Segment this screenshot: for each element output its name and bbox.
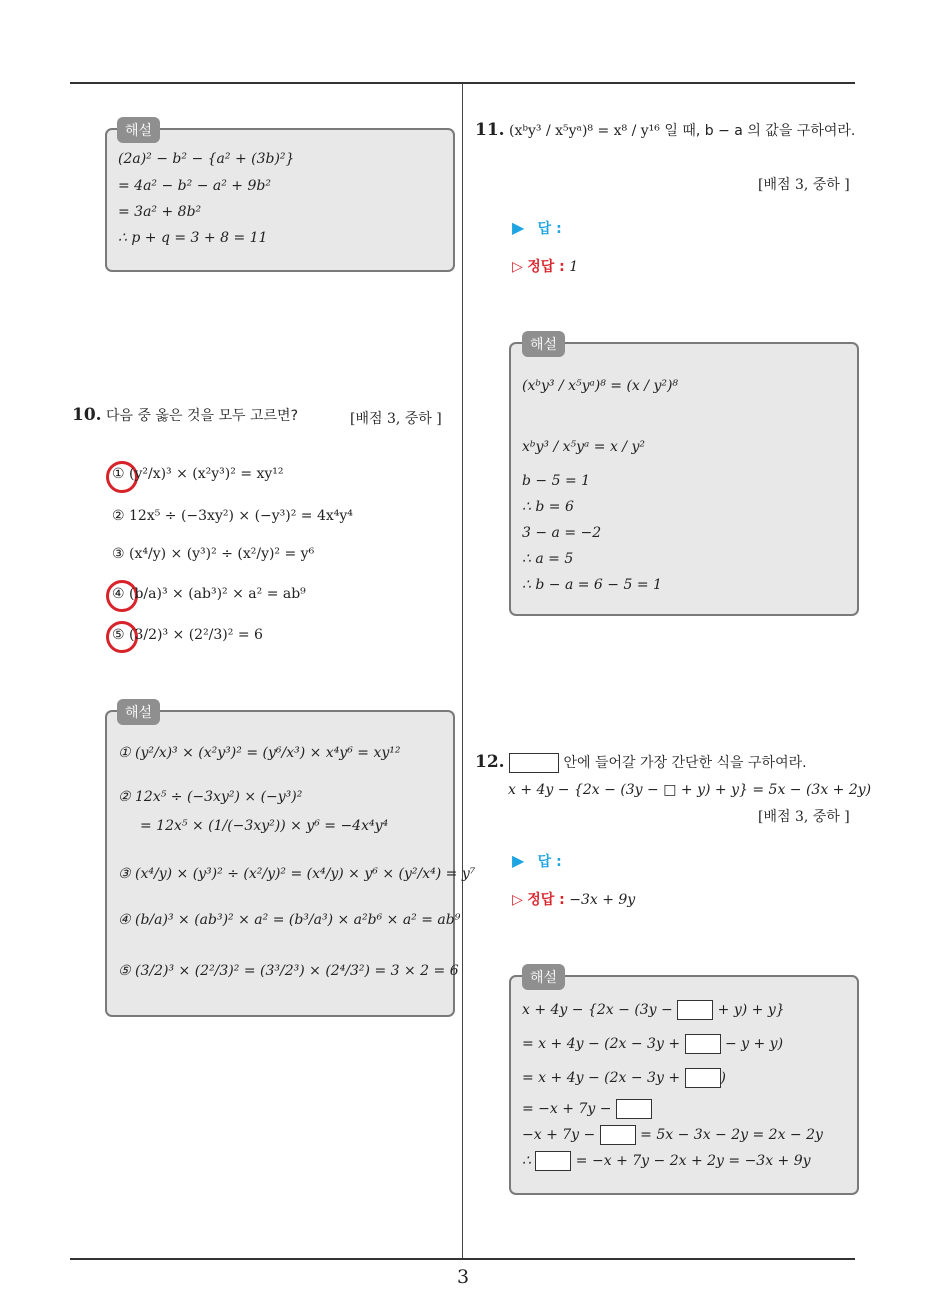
q12-formula: x + 4y − {2x − (3y − □ + y) + y} = 5x − (3x + 2y): [508, 782, 872, 798]
q12-correct-answer: −3x + 9y: [569, 892, 636, 908]
prev-solution-line: ∴ p + q = 3 + 8 = 11: [118, 230, 268, 246]
q11-solution-line: 3 − a = −2: [522, 525, 602, 541]
q10-solution-line: ⑤ (3/2)³ × (2²/3)² = (3³/2³) × (2⁴/3²) = 3 × 2 = 6: [118, 963, 459, 979]
q10-solution-line: ④ (b/a)³ × (ab³)² × a² = (b³/a³) × a²b⁶ × a² = ab⁹: [118, 912, 461, 928]
q11-header: [475, 120, 855, 140]
blank-box: [509, 753, 559, 773]
q12-solution-line: = x + 4y − (2x − 3y + ): [522, 1070, 726, 1086]
q10-option-2: ② 12x⁵ ÷ (−3xy²) × (−y³)² = 4x⁴y⁴: [112, 508, 353, 524]
prev-solution-tag: 해설: [117, 117, 160, 143]
page-number: 3: [456, 1266, 470, 1288]
q12-solution-line: ∴ = −x + 7y − 2x + 2y = −3x + 9y: [522, 1153, 811, 1169]
blank-box: [616, 1099, 652, 1119]
blank-box: [685, 1068, 721, 1088]
column-divider: [462, 84, 463, 1259]
q12-score: [배점 3, 중하 ]: [758, 809, 850, 825]
answer-label: 답 :: [537, 221, 562, 237]
q10-number: 10.: [72, 405, 102, 425]
blank-box: [677, 1000, 713, 1020]
q12-solution-tag: 해설: [522, 964, 565, 990]
q10-solution-tag: 해설: [117, 699, 160, 725]
bottom-rule: [70, 1258, 855, 1260]
prev-solution-line: (2a)² − b² − {a² + (3b)²}: [118, 151, 295, 167]
q10-solution-line: = 12x⁵ × (1/(−3xy²)) × y⁶ = −4x⁴y⁴: [140, 818, 389, 834]
q12-number: 12.: [475, 752, 505, 772]
q10-solution-line: ③ (x⁴/y) × (y³)² ÷ (x²/y)² = (x⁴/y) × y⁶ × (y²/x⁴) = y⁷: [118, 866, 476, 882]
q10-text: 다음 중 옳은 것을 모두 고르면?: [106, 408, 299, 424]
answer-arrow-icon: ▶: [512, 851, 525, 870]
q10-solution-line: ② 12x⁵ ÷ (−3xy²) × (−y³)²: [118, 789, 303, 805]
q11-solution-line: xᵇy³ / x⁵yᵃ = x / y²: [522, 439, 645, 455]
q11-solution-line: ∴ b − a = 6 − 5 = 1: [522, 577, 662, 593]
q11-text: 일 때, b − a 의 값을 구하여라.: [664, 123, 856, 139]
q10-option-5: ⑤ (3/2)³ × (2²/3)² = 6: [112, 627, 263, 643]
prev-solution-line: = 4a² − b² − a² + 9b²: [118, 178, 271, 194]
prev-solution-box: [105, 128, 455, 272]
correct-label: 정답 :: [527, 892, 565, 908]
q12-solution-line: = −x + 7y −: [522, 1099, 652, 1119]
q10-score: [배점 3, 중하 ]: [350, 411, 442, 427]
q11-solution-tag: 해설: [522, 331, 565, 357]
q10-option-1: ① (y²/x)³ × (x²y³)² = xy¹²: [112, 466, 284, 482]
q12-text: 안에 들어갈 가장 간단한 식을 구하여라.: [563, 755, 807, 771]
answer-arrow-icon: ▶: [512, 218, 525, 237]
q11-answer-row: [512, 218, 562, 238]
q11-solution-line: ∴ a = 5: [522, 551, 574, 567]
q11-solution-line: ∴ b = 6: [522, 499, 574, 515]
prev-solution-line: = 3a² + 8b²: [118, 204, 202, 220]
correct-arrow-icon: ▷: [512, 259, 523, 275]
q11-formula: (xᵇy³ / x⁵yᵃ)⁸ = x⁸ / y¹⁶: [509, 123, 660, 139]
correct-arrow-icon: ▷: [512, 892, 523, 908]
q11-correct-answer: 1: [569, 259, 579, 275]
q10-header: [72, 405, 298, 425]
blank-box: [685, 1034, 721, 1054]
answer-label: 답 :: [537, 854, 562, 870]
q11-correct-row: [512, 256, 578, 276]
blank-box: [535, 1151, 571, 1171]
q11-score: [배점 3, 중하 ]: [758, 177, 850, 193]
q12-header: [475, 752, 807, 773]
q10-option-3: ③ (x⁴/y) × (y³)² ÷ (x²/y)² = y⁶: [112, 546, 315, 562]
q12-solution-line: = x + 4y − (2x − 3y + − y + y): [522, 1036, 784, 1052]
q12-answer-row: [512, 851, 562, 871]
blank-box: [600, 1125, 636, 1145]
q10-solution-line: ① (y²/x)³ × (x²y³)² = (y⁶/x³) × x⁴y⁶ = xy¹²: [118, 745, 401, 761]
q12-correct-row: [512, 889, 635, 909]
q12-solution-line: x + 4y − {2x − (3y − + y) + y}: [522, 1002, 785, 1018]
q11-solution-line: b − 5 = 1: [522, 473, 591, 489]
q11-number: 11.: [475, 120, 505, 140]
q10-option-4: ④ (b/a)³ × (ab³)² × a² = ab⁹: [112, 586, 306, 602]
q11-solution-line: (xᵇy³ / x⁵yᵃ)⁸ = (x / y²)⁸: [522, 378, 679, 394]
correct-label: 정답 :: [527, 259, 565, 275]
q12-solution-line: −x + 7y − = 5x − 3x − 2y = 2x − 2y: [522, 1127, 823, 1143]
